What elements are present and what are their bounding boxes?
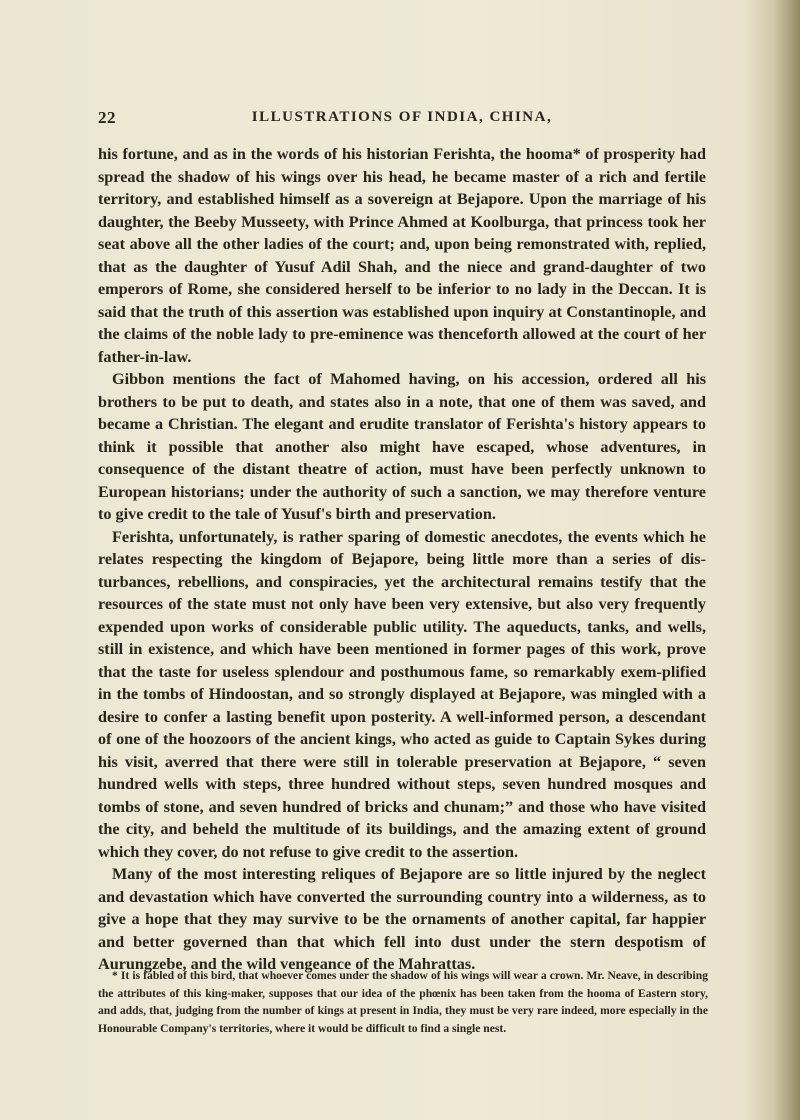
page-number: 22 <box>98 108 116 127</box>
footnote <box>98 967 708 1037</box>
page-header <box>98 108 706 132</box>
paragraph: his fortune, and as in the words of his historian Ferishta, the hooma* of prosperity had spread the shadow of his wings over his head, he became master of a rich and fertile territory, and established himself as a sovereign at Bejapore. Upon the marriage of his daughter, the Beeby Musseety, with Prince Ahmed at Koolburga, that princess took her seat above all the other ladies of the court; and, upon being remonstrated with, replied, that as the daughter of Yusuf Adil Shah, and the niece and grand-daughter of two emperors of Rome, she considered herself to be inferior to no lady in the Deccan. It is said that the truth of this assertion was established upon inquiry at Constantinople, and the claims of the noble lady to pre-eminence was thenceforth allowed at the court of her father-in-law. <box>98 145 706 366</box>
paragraph: Gibbon mentions the fact of Mahomed having, on his accession, ordered all his brothers to be put to death, and states also in a note, that one of them was saved, and became a Christian. The elegant and erudite translator of Ferishta's history appears to think it possible that another also might have escaped, whose adventures, in consequence of the distant theatre of action, must have been perfectly unknown to European historians; under the authority of such a sanction, we may therefore venture to give credit to the tale of Yusuf's birth and preservation. <box>98 370 706 523</box>
paragraph: Many of the most interesting reliques of Bejapore are so little injured by the neglect and devastation which have converted the surrounding country into a wilderness, as to give a hope that they may survive to be the ornaments of another capital, far happier and better governed than that which fell into dust under the stern despotism of Aurungzebe, and the wild vengeance of the Mahrattas. <box>98 865 706 973</box>
page-edge-shadow <box>774 0 800 1120</box>
footnote-text: * It is fabled of this bird, that whoever comes under the shadow of his wings will wear a crown. Mr. Neave, in describing the attributes of this king-maker, supposes that our idea of the phœnix has been taken from the hooma of Eastern story, and adds, that, judging from the number of kings at present in India, they must be very rare indeed, more especially in the Honourable Company's territories, where it would be difficult to find a single nest. <box>98 969 708 1035</box>
body-text <box>98 143 706 976</box>
paragraph: Ferishta, unfortunately, is rather sparing of domestic anecdotes, the events which he relates respecting the kingdom of Bejapore, being little more than a series of dis-turbances, rebellions, and conspiracies, yet the architectural remains testify that the resources of the state must not only have been very extensive, but also very frequently expended upon works of considerable public utility. The aqueducts, tanks, and wells, still in existence, and which have been mentioned in former pages of this work, prove that the taste for useless splendour and posthumous fame, so remarkably exem-plified in the tombs of Hindoostan, and so strongly displayed at Bejapore, was mingled with a desire to confer a lasting benefit upon posterity. A well-informed person, a descendant of one of the hoozoors of the ancient kings, who acted as guide to Captain Sykes during his visit, averred that there were still in tolerable preservation at Bejapore, “ seven hundred wells with steps, three hundred without steps, seven hundred mosques and tombs of stone, and seven hundred of bricks and chunam;” and those who have visited the city, and beheld the multitude of its buildings, and the amazing extent of ground which they cover, do not refuse to give credit to the assertion. <box>98 527 706 861</box>
running-head: ILLUSTRATIONS OF INDIA, CHINA, <box>251 109 553 125</box>
